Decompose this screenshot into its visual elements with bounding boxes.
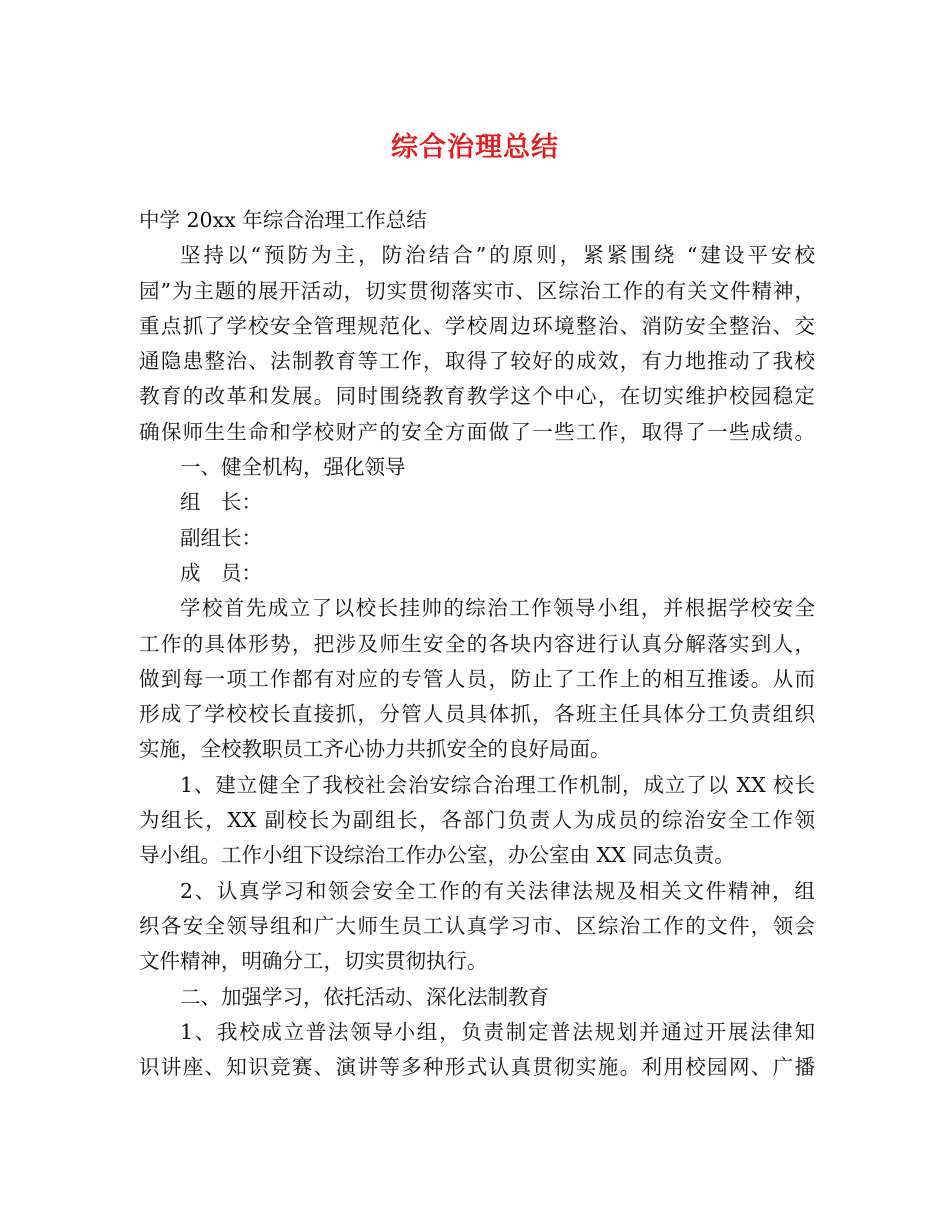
text-line: 副组长： [180, 525, 262, 550]
text-line: 组 长： [180, 490, 262, 515]
text-line: 导小组。工作小组下设综治工作办公室，办公室由 XX 同志负责。 [139, 843, 735, 868]
text-line: 织各安全领导组和广大师生员工认真学习市、区综治工作的文件，领会 [139, 913, 815, 938]
text-line: 2、认真学习和领会安全工作的有关法律法规及相关文件精神，组 [180, 878, 815, 903]
document-body [139, 203, 815, 1085]
text-line: 确保师生生命和学校财产的安全方面做了一些工作，取得了一些成绩。 [139, 419, 815, 444]
text-line: 园”为主题的展开活动，切实贯彻落实市、区综治工作的有关文件精神， [139, 278, 815, 303]
text-line: 重点抓了学校安全管理规范化、学校周边环境整治、消防安全整治、交 [139, 313, 815, 338]
text-line: 学校首先成立了以校长挂帅的综治工作领导小组，并根据学校安全 [180, 596, 815, 621]
text-line: 二、加强学习，依托活动、深化法制教育 [180, 984, 549, 1009]
text-line: 文件精神，明确分工，切实贯彻执行。 [139, 949, 488, 974]
text-line: 做到每一项工作都有对应的专管人员，防止了工作上的相互推诿。从而 [139, 666, 815, 691]
text-line: 坚持以“预防为主，防治结合”的原则，紧紧围绕 “建设平安校 [180, 243, 815, 268]
text-line: 教育的改革和发展。同时围绕教育教学这个中心，在切实维护校园稳定 [139, 384, 815, 409]
document-title: 综合治理总结 [391, 132, 559, 163]
text-line: 形成了学校校长直接抓，分管人员具体抓，各班主任具体分工负责组织 [139, 702, 815, 727]
text-line: 1、建立健全了我校社会治安综合治理工作机制，成立了以 XX 校长 [180, 772, 815, 797]
text-line: 一、健全机构，强化领导 [180, 455, 406, 480]
text-line: 中学 20xx 年综合治理工作总结 [139, 208, 427, 232]
text-line: 成 员： [180, 560, 262, 585]
text-line: 为组长，XX 副校长为副组长，各部门负责人为成员的综治安全工作领 [139, 808, 815, 833]
text-line: 实施，全校教职员工齐心协力共抓安全的良好局面。 [139, 737, 611, 762]
text-line: 工作的具体形势，把涉及师生安全的各块内容进行认真分解落实到人， [139, 631, 815, 656]
text-line: 1、我校成立普法领导小组，负责制定普法规划并通过开展法律知 [180, 1019, 815, 1044]
text-line: 识讲座、知识竞赛、演讲等多种形式认真贯彻实施。利用校园网、广播 [139, 1055, 815, 1080]
text-line: 通隐患整治、法制教育等工作，取得了较好的成效，有力地推动了我校 [139, 349, 815, 374]
